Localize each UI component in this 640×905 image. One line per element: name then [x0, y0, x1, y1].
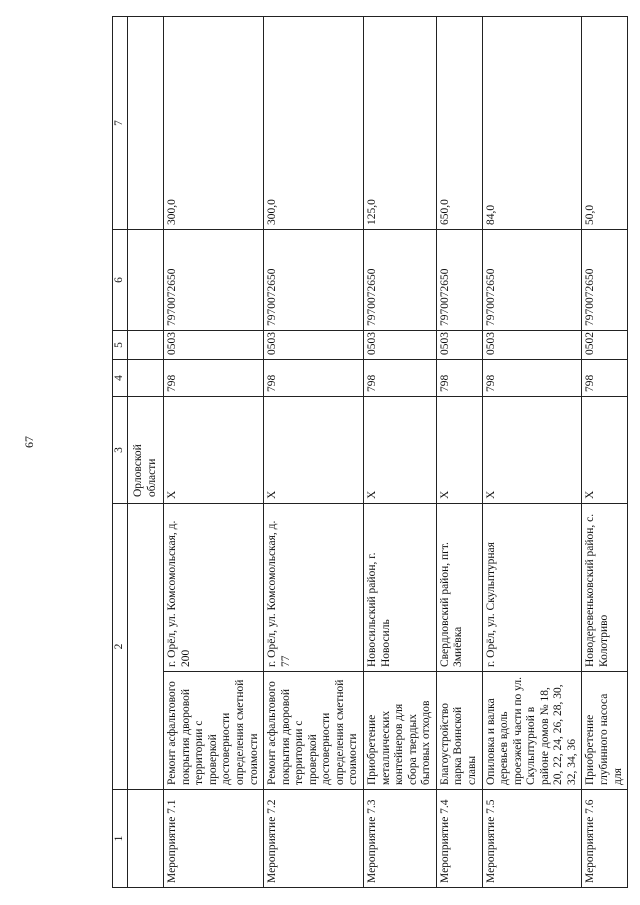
table-row — [364, 17, 437, 888]
description-cell: Ремонт асфальтового покрытия дворовой территории с проверкой достоверности определения сметной стоимости — [164, 672, 264, 790]
col5-cell: 0503 — [164, 331, 264, 360]
event-cell: Мероприятие 7.5 — [482, 790, 582, 888]
table-row — [582, 17, 628, 888]
description-cell: Приобретение металлических контейнеров для сбора твердых бытовых отходов — [364, 672, 437, 790]
col5-cell: 0503 — [364, 331, 437, 360]
location-cell: г. Орёл, ул. Скульптурная — [482, 504, 582, 672]
description-cell: Благоустройство парка Воинской славы — [436, 672, 482, 790]
col3-cell: Х — [364, 397, 437, 504]
location-cell: Свердловский район, пгт. Змиёвка — [436, 504, 482, 672]
table-row — [482, 17, 582, 888]
col6-cell: 7970072650 — [364, 230, 437, 331]
amount-cell: 300,0 — [164, 17, 264, 230]
event-cell: Мероприятие 7.3 — [364, 790, 437, 888]
col3-cell: Х — [582, 397, 628, 504]
event-cell: Мероприятие 7.6 — [582, 790, 628, 888]
location-cell: г. Орёл, ул. Комсомольская, д. 77 — [264, 504, 364, 672]
col6-cell: 7970072650 — [264, 230, 364, 331]
amount-cell: 125,0 — [364, 17, 437, 230]
location-cell: Новодеревеньковский район, с. Колотриво — [582, 504, 628, 672]
col6-cell: 7970072650 — [582, 230, 628, 331]
col4-cell: 798 — [436, 360, 482, 397]
header-cell-5: 5 — [113, 331, 128, 360]
col6-cell: 7970072650 — [164, 230, 264, 331]
col3-cell: Х — [436, 397, 482, 504]
header-cell-7: 7 — [113, 17, 128, 230]
region-row — [128, 17, 164, 888]
table-row — [436, 17, 482, 888]
description-cell: Опиловка и валка деревьев вдоль проезжей части по ул. Скульптурной в районе домов № 18, 20, 22, 24, 26, 28, 30, 32, 34, 36 — [482, 672, 582, 790]
budget-table — [112, 16, 628, 888]
header-cell-4: 4 — [113, 360, 128, 397]
col3-cell: Х — [264, 397, 364, 504]
location-cell: Новосильский район, г. Новосиль — [364, 504, 437, 672]
col4-cell: 798 — [364, 360, 437, 397]
header-cell-3: 3 — [113, 397, 128, 504]
event-cell: Мероприятие 7.4 — [436, 790, 482, 888]
amount-cell: 84,0 — [482, 17, 582, 230]
header-row — [113, 17, 128, 888]
col3-cell: Х — [482, 397, 582, 504]
table-row — [164, 17, 264, 888]
description-cell: Приобретение глубинного насоса для — [582, 672, 628, 790]
col4-cell: 798 — [582, 360, 628, 397]
amount-cell: 650,0 — [436, 17, 482, 230]
event-cell: Мероприятие 7.2 — [264, 790, 364, 888]
col5-cell: 0503 — [482, 331, 582, 360]
col4-cell: 798 — [264, 360, 364, 397]
amount-cell: 50,0 — [582, 17, 628, 230]
amount-cell: 300,0 — [264, 17, 364, 230]
col5-cell: 0503 — [436, 331, 482, 360]
event-cell: Мероприятие 7.1 — [164, 790, 264, 888]
header-cell-2: 2 — [113, 504, 128, 790]
header-cell-1: 1 — [113, 790, 128, 888]
table-row — [264, 17, 364, 888]
region-cell: Орловской области — [128, 397, 164, 504]
col4-cell: 798 — [482, 360, 582, 397]
col5-cell: 0502 — [582, 331, 628, 360]
header-cell-6: 6 — [113, 230, 128, 331]
location-cell: г. Орёл, ул. Комсомольская, д. 200 — [164, 504, 264, 672]
rotated-table-container — [112, 18, 624, 888]
col5-cell: 0503 — [264, 331, 364, 360]
page-number: 67 — [22, 436, 36, 448]
col4-cell: 798 — [164, 360, 264, 397]
description-cell: Ремонт асфальтового покрытия дворовой территории с проверкой достоверности определения сметной стоимости — [264, 672, 364, 790]
col6-cell: 7970072650 — [436, 230, 482, 331]
col3-cell: Х — [164, 397, 264, 504]
col6-cell: 7970072650 — [482, 230, 582, 331]
